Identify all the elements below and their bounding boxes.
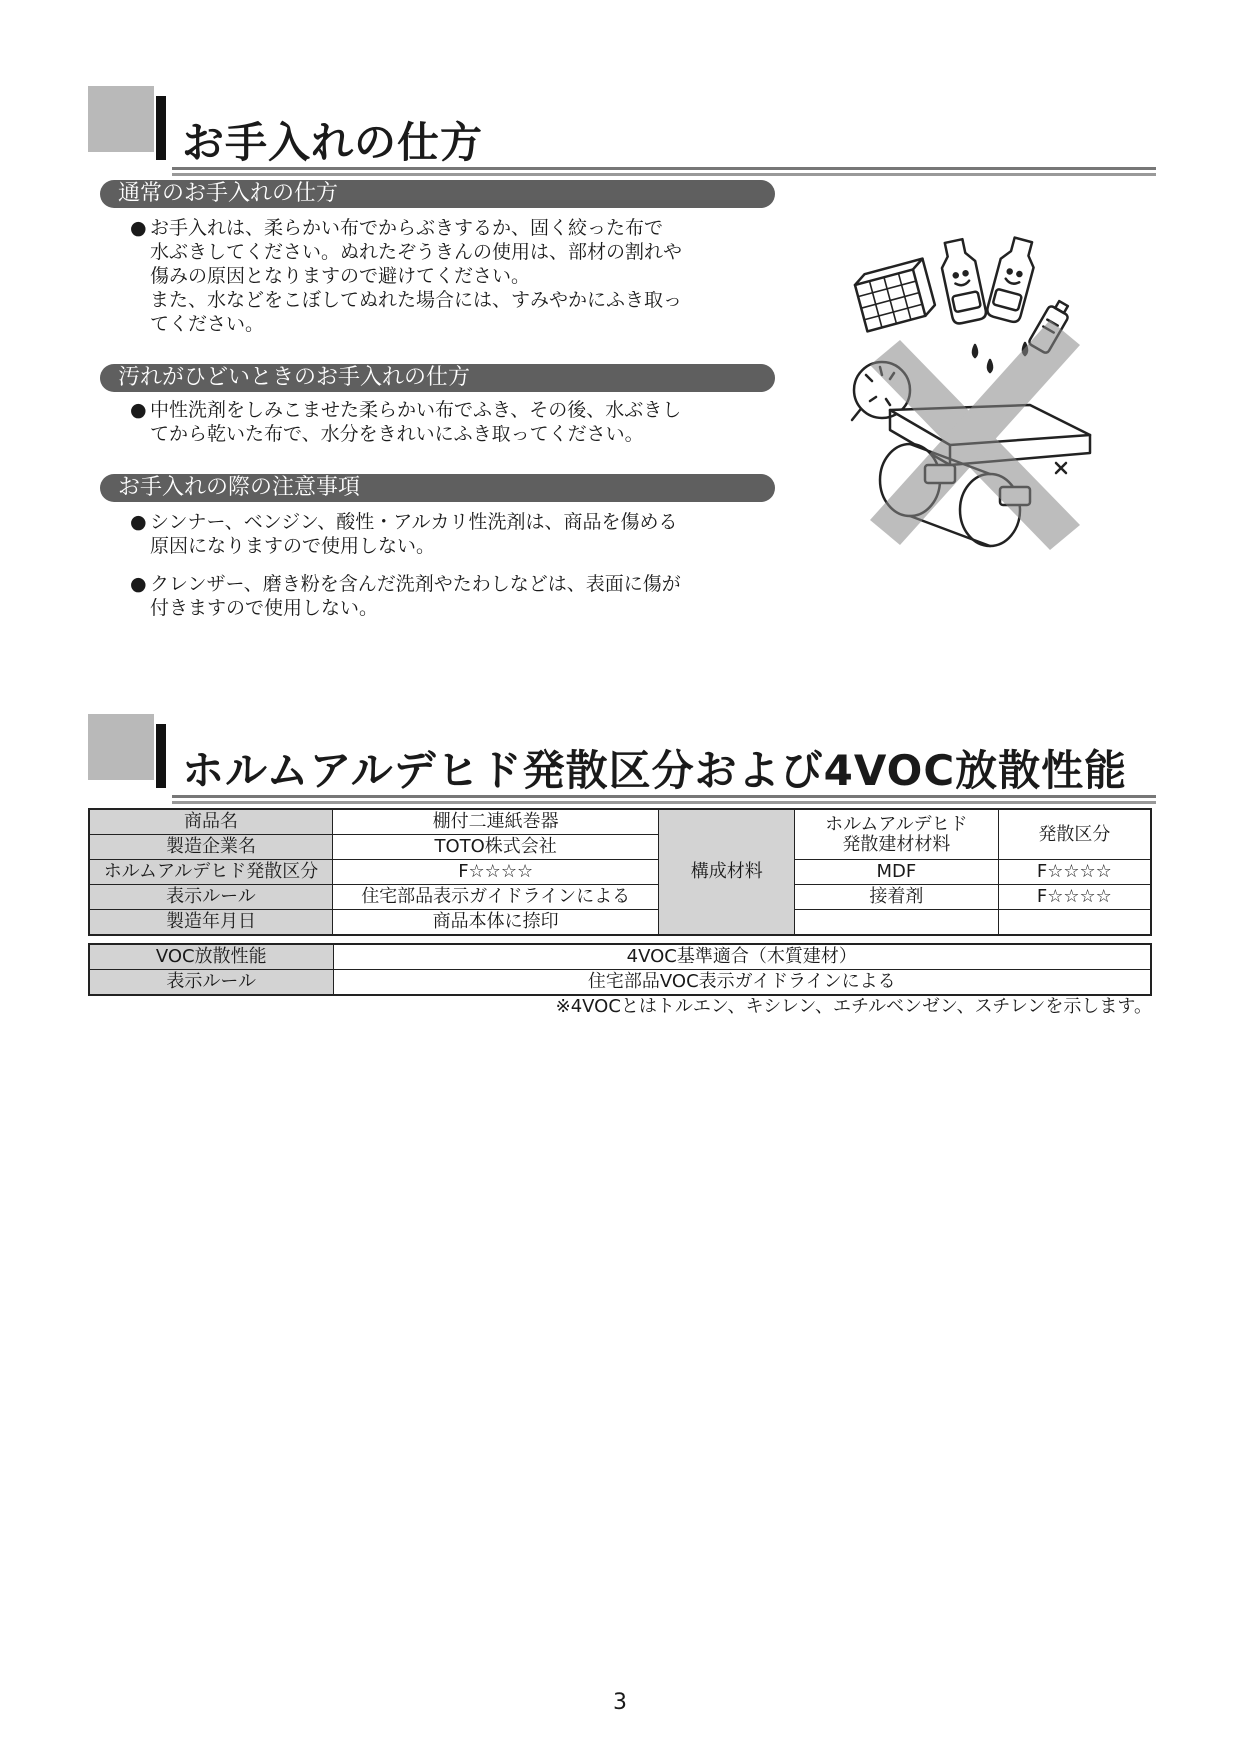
- row-value: TOTO株式会社: [332, 835, 658, 860]
- formaldehyde-section-heading: [88, 714, 1156, 794]
- material-label: 構成材料: [659, 809, 795, 935]
- text-line: また、水などをこぼしてぬれた場合には、すみやかにふき取っ: [150, 289, 683, 311]
- text-line: 原因になりますので使用しない。: [150, 535, 436, 557]
- material-header-col2: 発散区分: [998, 809, 1151, 860]
- heading-rule: [172, 801, 1156, 804]
- row-label: 表示ルール: [89, 970, 333, 996]
- material-name: 接着剤: [795, 885, 999, 910]
- material-grade: F☆☆☆☆: [998, 885, 1151, 910]
- heavy-dirt-text: [130, 398, 681, 446]
- row-value: 住宅部品表示ガイドラインによる: [332, 885, 658, 910]
- voc-footnote: ※4VOCとはトルエン、キシレン、エチルベンゼン、スチレンを示します。: [555, 996, 1152, 1017]
- product-info-table: [88, 808, 1152, 936]
- heading-rule: [172, 167, 1156, 170]
- row-value: 商品本体に捺印: [332, 910, 658, 936]
- table-row: [89, 885, 1151, 910]
- row-label: 製造年月日: [89, 910, 332, 936]
- text-line: クレンザー、磨き粉を含んだ洗剤やたわしなどは、表面に傷が: [150, 573, 681, 595]
- table-row: [89, 910, 1151, 936]
- heading-gray-block: [88, 86, 154, 152]
- heading-black-bar: [156, 724, 166, 788]
- caution-heading: お手入れの際の注意事項: [100, 474, 775, 502]
- row-value: F☆☆☆☆: [332, 860, 658, 885]
- table-row: [89, 860, 1151, 885]
- normal-care-heading: 通常のお手入れの仕方: [100, 180, 775, 208]
- scrub-brush-icon: [853, 259, 937, 332]
- table-row: [89, 944, 1151, 970]
- formaldehyde-section-title: ホルムアルデヒド発散区分および4VOC放散性能: [182, 746, 1128, 795]
- text-line: てください。: [150, 313, 265, 335]
- text-line: お手入れは、柔らかい布でからぶきするか、固く絞った布で: [150, 217, 664, 239]
- table-row: [89, 809, 1151, 835]
- material-header-col1: ホルムアルデヒド 発散建材材料: [795, 809, 999, 860]
- caution-item: [130, 510, 678, 558]
- bullet: ●: [130, 217, 147, 239]
- text-line: 付きますので使用しない。: [150, 597, 379, 619]
- row-label: 表示ルール: [89, 885, 332, 910]
- text-line: てから乾いた布で、水分をきれいにふき取ってください。: [150, 423, 644, 445]
- heading-black-bar: [156, 96, 166, 160]
- row-value: 棚付二連紙巻器: [332, 809, 658, 835]
- material-grade: F☆☆☆☆: [998, 860, 1151, 885]
- detergent-bottle-icon: [937, 238, 987, 325]
- care-section-heading: [88, 86, 1156, 166]
- normal-care-text: [130, 216, 682, 336]
- cleaning-products-prohibited-illustration-icon: [830, 225, 1110, 605]
- heading-rule: [172, 173, 1156, 176]
- row-value: 4VOC基準適合（木質建材）: [333, 944, 1151, 970]
- heading-rule: [172, 795, 1156, 798]
- text-line: シンナー、ベンジン、酸性・アルカリ性洗剤は、商品を傷める: [150, 511, 678, 533]
- bullet: ●: [130, 399, 147, 421]
- bullet: ●: [130, 573, 147, 595]
- text-line: 水ぶきしてください。ぬれたぞうきんの使用は、部材の割れや: [150, 241, 683, 263]
- heading-gray-block: [88, 714, 154, 780]
- page-number: 3: [613, 1690, 627, 1715]
- detergent-bottle-icon: [986, 236, 1040, 324]
- material-grade: [998, 910, 1151, 936]
- care-section-title: お手入れの仕方: [182, 118, 484, 167]
- material-name: MDF: [795, 860, 999, 885]
- row-label: ホルムアルデヒド発散区分: [89, 860, 332, 885]
- row-value: 住宅部品VOC表示ガイドラインによる: [333, 970, 1151, 996]
- row-label: 商品名: [89, 809, 332, 835]
- heavy-dirt-heading: 汚れがひどいときのお手入れの仕方: [100, 364, 775, 392]
- text-line: 中性洗剤をしみこませた柔らかい布でふき、その後、水ぶきし: [150, 399, 682, 421]
- row-label: VOC放散性能: [89, 944, 333, 970]
- material-name: [795, 910, 999, 936]
- text-line: 傷みの原因となりますので避けてください。: [150, 265, 531, 287]
- bullet: ●: [130, 511, 147, 533]
- caution-item: [130, 572, 681, 620]
- voc-table: [88, 943, 1152, 996]
- row-label: 製造企業名: [89, 835, 332, 860]
